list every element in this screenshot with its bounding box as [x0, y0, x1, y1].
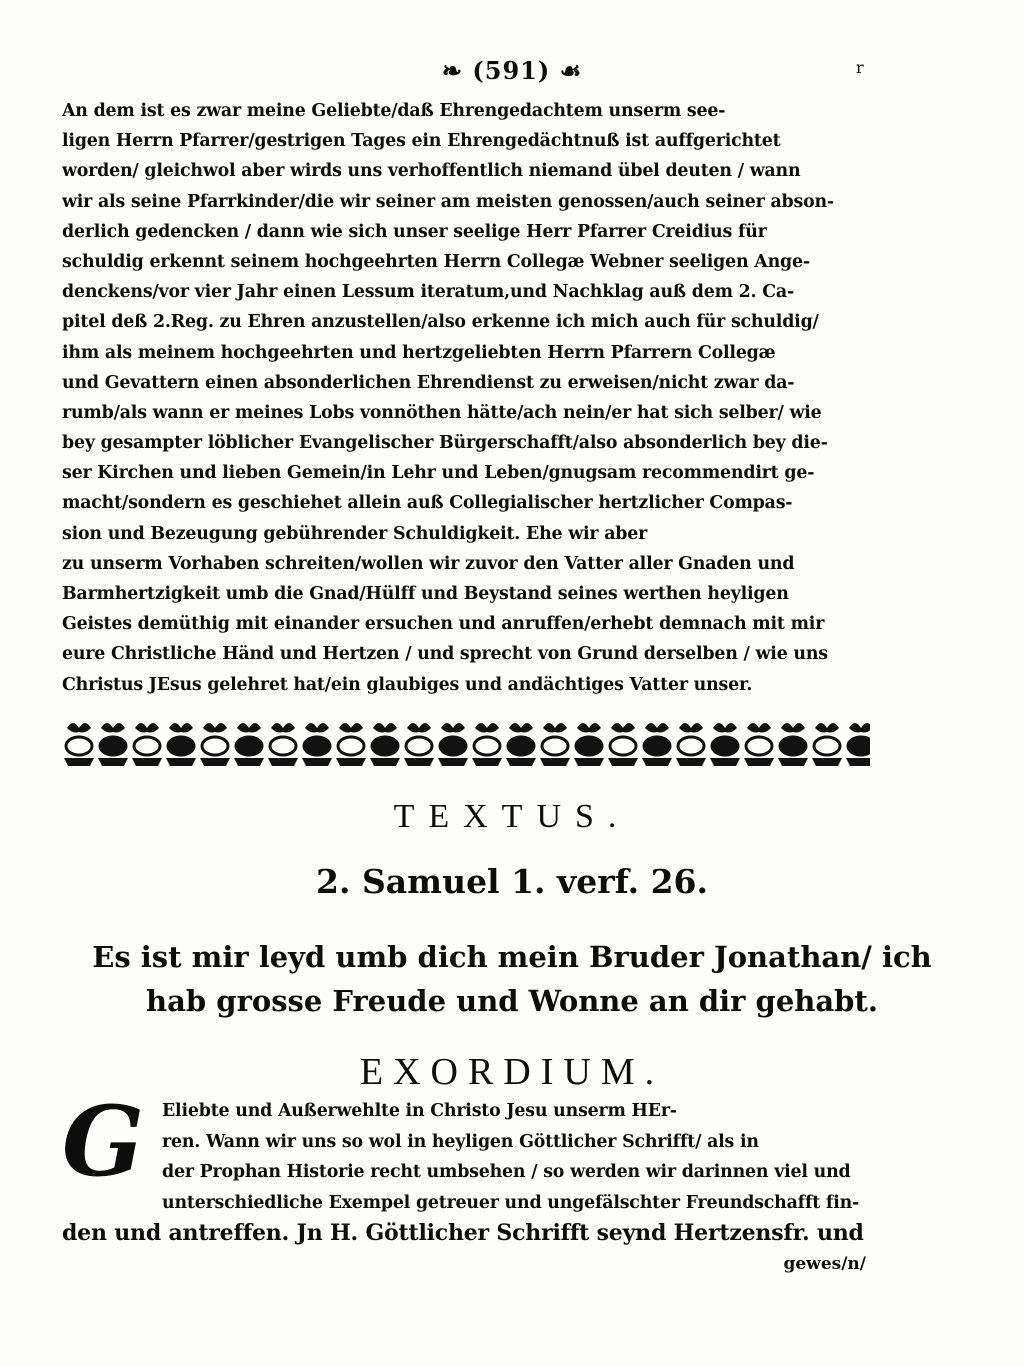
fleuron-base — [64, 758, 94, 766]
fleuron-base — [200, 758, 230, 766]
drop-cap: G — [62, 1085, 144, 1198]
corner-mark: r — [856, 58, 864, 77]
fleuron-top — [305, 723, 329, 733]
body-line: Christus JEsus gelehret hat/ein glaubiges und andächtiges Vatter unser. — [62, 674, 753, 695]
fleuron-base — [234, 758, 264, 766]
fleuron-top — [441, 723, 465, 733]
fleuron-body — [202, 737, 228, 755]
fleuron-top — [849, 723, 870, 733]
fleuron-base — [812, 758, 842, 766]
body-paragraph — [62, 96, 868, 700]
exordium-line: ren. Wann wir uns so wol in heyligen Göttlicher Schrifft/ als in — [162, 1131, 759, 1152]
fleuron-body — [678, 737, 704, 755]
fleuron-top — [101, 723, 125, 733]
fleuron-body — [576, 737, 602, 755]
exordium-line: Eliebte und Außerwehlte in Christo Jesu unserm HEr- — [162, 1101, 677, 1121]
scripture-reference: 2. Samuel 1. verf. 26. — [316, 862, 708, 901]
body-line: An dem ist es zwar meine Geliebte/daß Ehrengedachtem unserm see- — [62, 101, 726, 121]
fleuron-base — [302, 758, 332, 766]
fleuron-body — [848, 737, 870, 755]
fleuron-base — [132, 758, 162, 766]
body-line: bey gesampter löblicher Evangelischer Bürgerschafft/also absonderlich bey die- — [62, 433, 828, 454]
fleuron-body — [746, 737, 772, 755]
fleuron-top — [169, 723, 193, 733]
fleuron-body — [134, 737, 160, 755]
exordium-line: der Prophan Historie recht umbsehen / so werden wir darinnen viel und — [162, 1162, 851, 1183]
fleuron-body — [508, 737, 534, 755]
body-line: Geistes demüthig mit einander ersuchen und anruffen/erhebt demnach mit mir — [62, 614, 825, 635]
body-line: worden/ gleichwol aber wirds uns verhoffentlich niemand übel deuten / wann — [62, 161, 801, 182]
fleuron-body — [542, 737, 568, 755]
fleuron-base — [370, 758, 400, 766]
exordium-paragraph — [62, 1085, 868, 1249]
fleuron-top — [373, 723, 397, 733]
body-line: und Gevattern einen absonderlichen Ehrendienst zu erweisen/nicht zwar da- — [62, 372, 795, 393]
body-line: ligen Herrn Pfarrer/gestrigen Tages ein Ehrengedächtnuß ist auffgerichtet — [62, 131, 781, 152]
fleuron-top — [67, 723, 91, 733]
body-line: ser Kirchen und lieben Gemein/in Lehr und Leben/gnugsam recommendirt ge- — [62, 463, 815, 484]
fleuron-base — [438, 758, 468, 766]
fleuron-body — [780, 737, 806, 755]
fleuron-body — [100, 737, 126, 755]
fleuron-top — [645, 723, 669, 733]
fleuron-top — [475, 723, 499, 733]
fleuron-body — [372, 737, 398, 755]
fleuron-body — [270, 737, 296, 755]
body-line: wir als seine Pfarrkinder/die wir seiner am meisten genossen/auch seiner abson- — [62, 191, 834, 212]
fleuron-top — [679, 723, 703, 733]
exordium-line: den und antreffen. Jn H. Göttlicher Schrifft seynd Hertzensfr. und — [62, 1220, 864, 1247]
fleuron-body — [304, 737, 330, 755]
exordium-heading: EXORDIUM. — [359, 1051, 665, 1093]
fleuron-body — [474, 737, 500, 755]
fleuron-base — [166, 758, 196, 766]
body-line: Barmhertzigkeit umb die Gnad/Hülff und Beystand seines werthen heyligen — [62, 584, 789, 604]
fleuron-top — [781, 723, 805, 733]
fleuron-top — [237, 723, 261, 733]
body-line: denckens/vor vier Jahr einen Lessum iteratum,und Nachklag auß dem 2. Ca- — [62, 282, 794, 303]
fleuron-base — [540, 758, 570, 766]
textus-heading: TEXTUS. — [393, 798, 631, 835]
fleuron-body — [66, 737, 92, 755]
fleuron-top — [543, 723, 567, 733]
fleuron-base — [404, 758, 434, 766]
fleuron-base — [744, 758, 774, 766]
fleuron-base — [268, 758, 298, 766]
fleuron-top — [203, 723, 227, 733]
fleuron-base — [642, 758, 672, 766]
fleuron-top — [815, 723, 839, 733]
fleuron-body — [168, 737, 194, 755]
fleuron-body — [406, 737, 432, 755]
body-line: macht/sondern es geschiehet allein auß Collegialischer hertzlicher Compas- — [62, 493, 793, 514]
page-number-ornament-left: ❧ — [441, 56, 464, 85]
fleuron-base — [710, 758, 740, 766]
body-line: schuldig erkennt seinem hochgeehrten Herrn Collegæ Webner seeligen Ange- — [62, 251, 810, 272]
body-line: derlich gedencken / dann wie sich unser seelige Herr Pfarrer Creidius für — [62, 221, 767, 242]
fleuron-body — [236, 737, 262, 755]
body-line: rumb/als wann er meines Lobs vonnöthen hätte/ach nein/er hat sich selber/ wie — [62, 402, 822, 423]
verse-line: hab grosse Freude und Wonne an dir gehabt. — [146, 984, 878, 1018]
body-line: ihm als meinem hochgeehrten und hertzgeliebten Herrn Pfarrern Collegæ — [62, 342, 776, 363]
fleuron-base — [846, 758, 870, 766]
fleuron-base — [778, 758, 808, 766]
fleuron-base — [336, 758, 366, 766]
body-line: eure Christliche Händ und Hertzen / und sprecht von Grund derselben / wie uns — [62, 644, 828, 665]
body-line: zu unserm Vorhaben schreiten/wollen wir zuvor den Vatter aller Gnaden und — [62, 553, 795, 574]
fleuron-body — [440, 737, 466, 755]
verse-line: Es ist mir leyd umb dich mein Bruder Jonathan/ ich — [92, 940, 932, 974]
ornamental-border — [62, 714, 870, 770]
fleuron-base — [98, 758, 128, 766]
fleuron-top — [509, 723, 533, 733]
fleuron-body — [712, 737, 738, 755]
body-line: sion und Bezeugung gebührender Schuldigkeit. Ehe wir aber — [62, 523, 648, 544]
fleuron-top — [577, 723, 601, 733]
fleuron-body — [814, 737, 840, 755]
fleuron-base — [608, 758, 638, 766]
fleuron-base — [574, 758, 604, 766]
fleuron-base — [676, 758, 706, 766]
fleuron-top — [747, 723, 771, 733]
fleuron-top — [611, 723, 635, 733]
page-number-ornament-right: ☙ — [559, 56, 583, 85]
fleuron-top — [339, 723, 363, 733]
body-line: pitel deß 2.Reg. zu Ehren anzustellen/also erkenne ich mich auch für schuldig/ — [62, 312, 819, 333]
fleuron-body — [644, 737, 670, 755]
exordium-line: unterschiedliche Exempel getreuer und ungefälschter Freundschafft fin- — [162, 1192, 860, 1213]
fleuron-body — [338, 737, 364, 755]
fleuron-top — [407, 723, 431, 733]
fleuron-top — [271, 723, 295, 733]
catchword: gewes/n/ — [783, 1254, 866, 1274]
fleuron-body — [610, 737, 636, 755]
fleuron-base — [506, 758, 536, 766]
page-number — [0, 56, 1024, 85]
fleuron-base — [472, 758, 502, 766]
fleuron-top — [713, 723, 737, 733]
fleuron-top — [135, 723, 159, 733]
page-number-text: (591) — [472, 56, 551, 85]
